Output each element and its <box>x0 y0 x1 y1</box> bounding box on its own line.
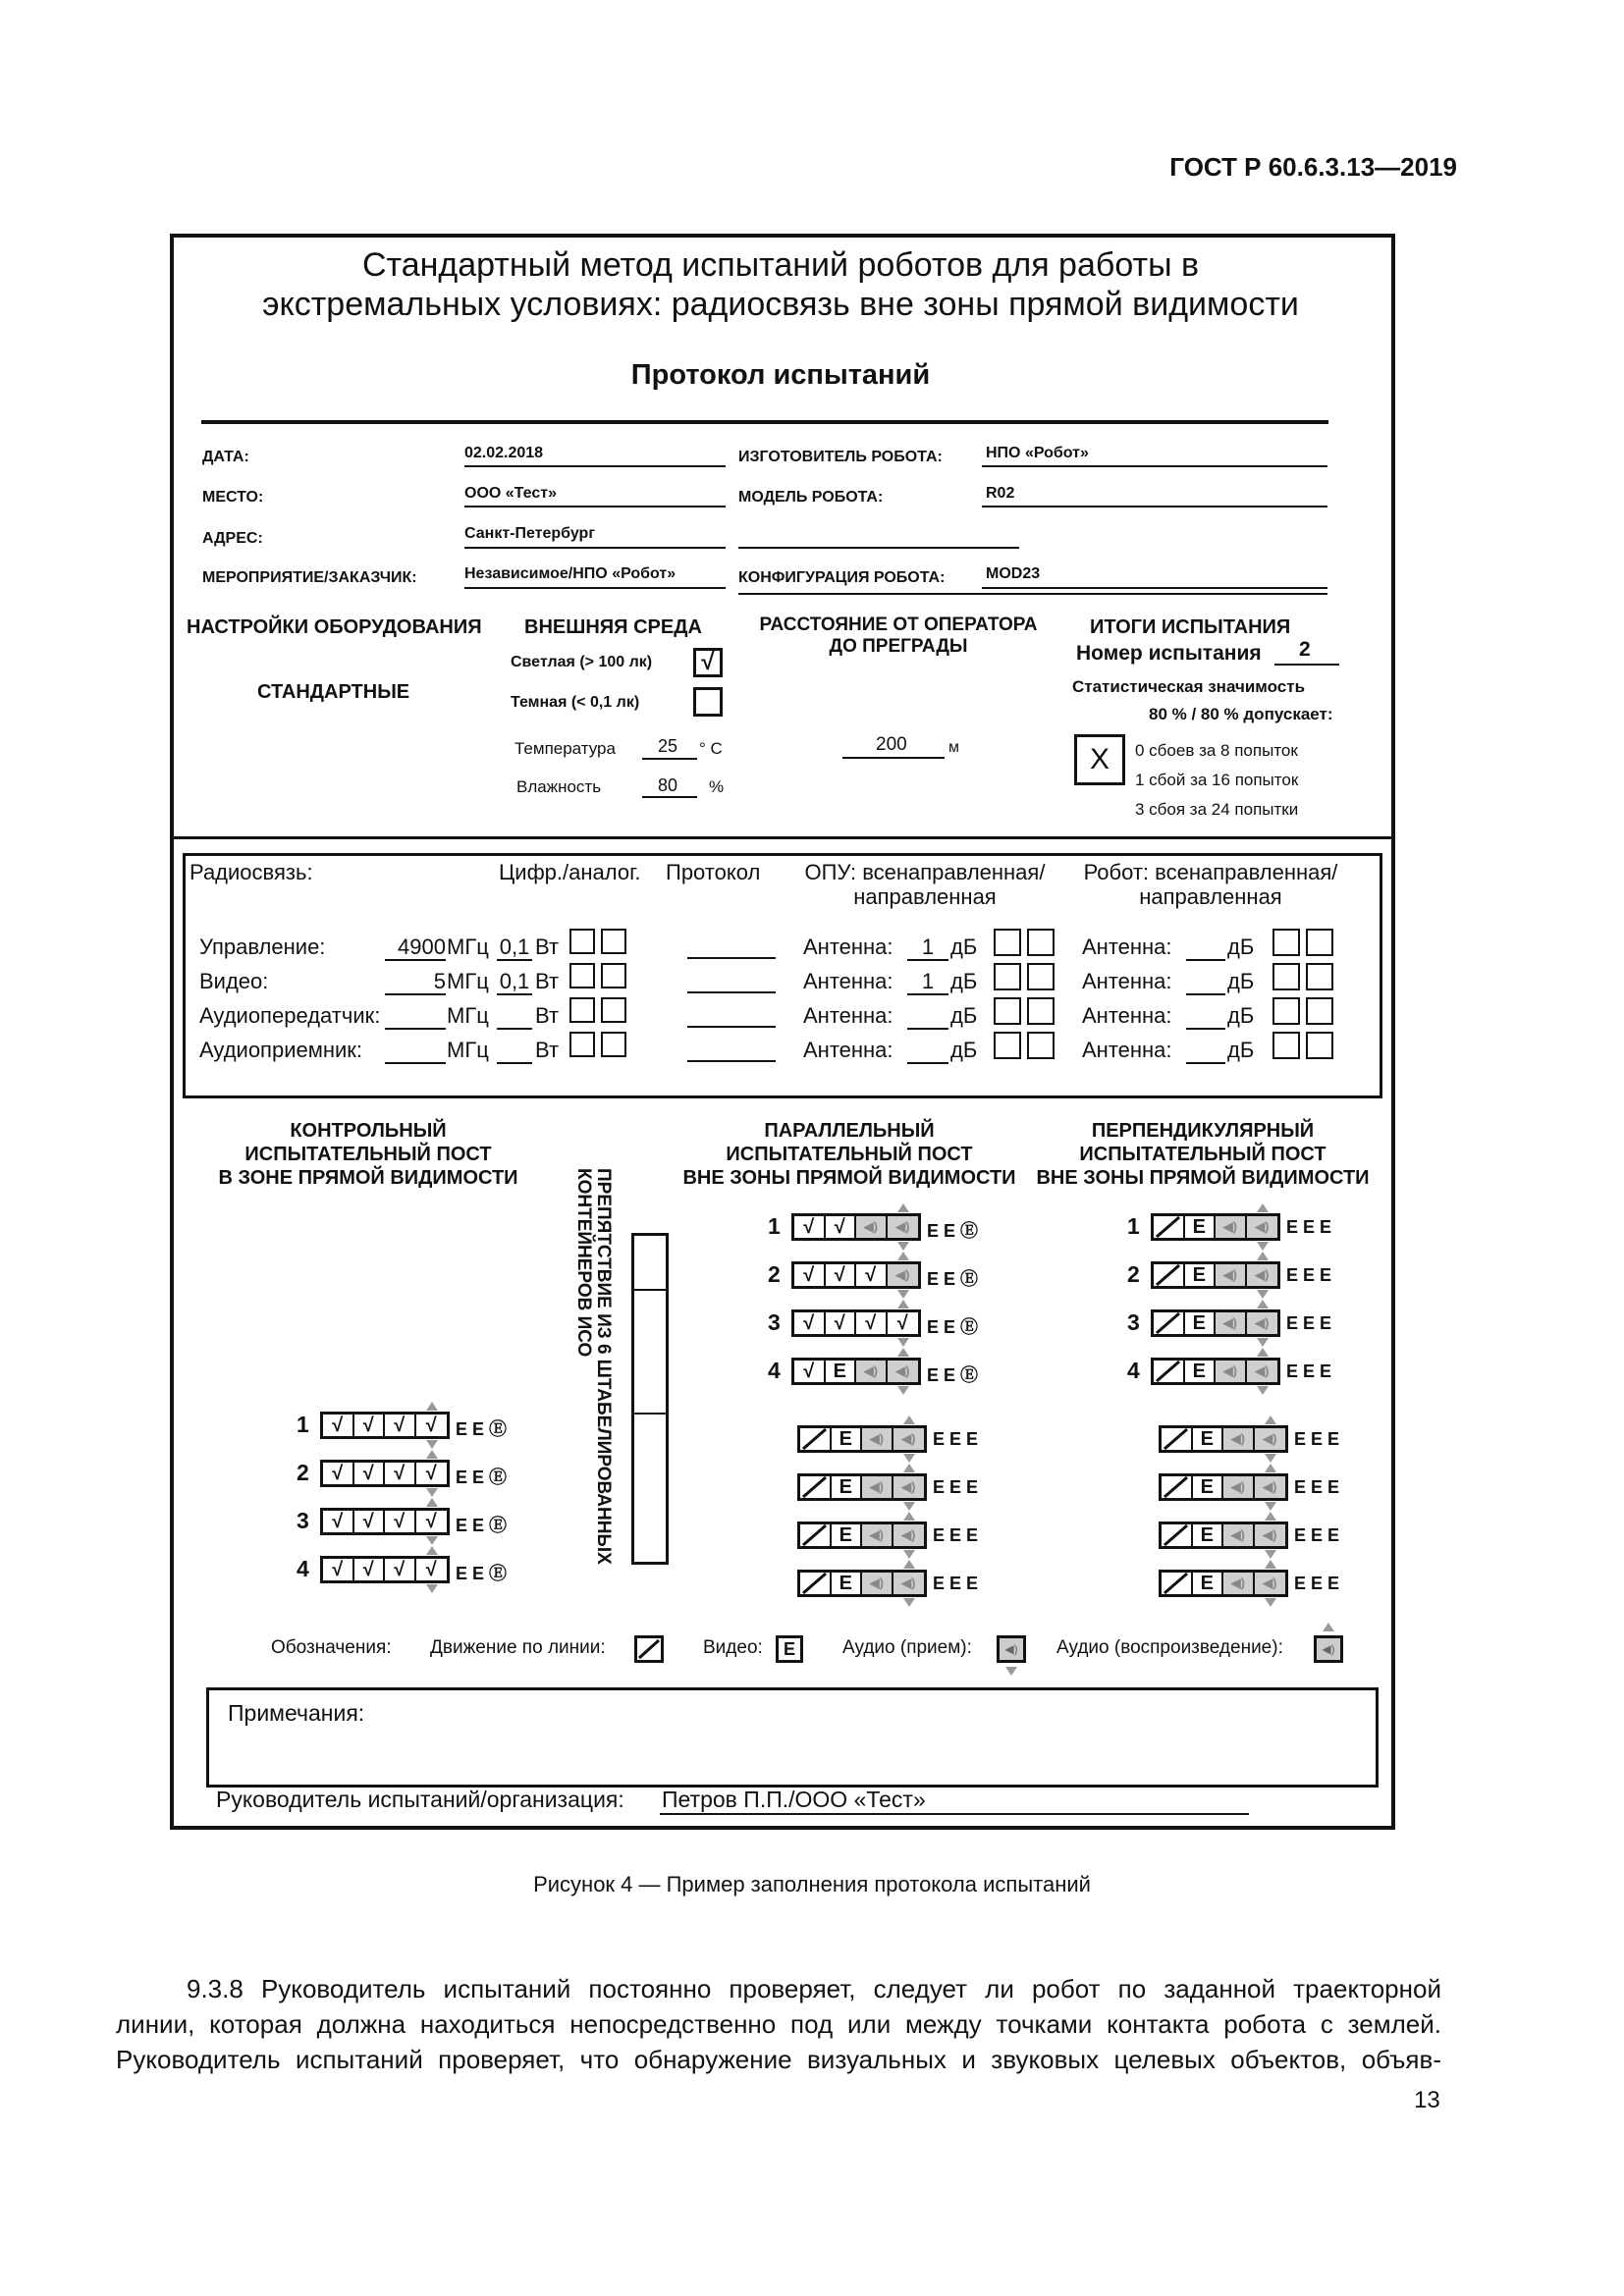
parallel-station-title: ПАРАЛЛЕЛЬНЫЙ ИСПЫТАТЕЛЬНЫЙ ПОСТ ВНЕ ЗОНЫ ПРЯМОЙ ВИДИМОСТИ <box>682 1120 1016 1189</box>
col-protocol: Протокол <box>666 860 761 884</box>
unit-mhz: МГц <box>447 1003 489 1028</box>
speaker-icon[interactable]: ◀) <box>1223 1476 1255 1498</box>
radio-mhz[interactable] <box>385 1003 446 1030</box>
antenna-label: Антенна: <box>1082 934 1172 959</box>
event-label: МЕРОПРИЯТИЕ/ЗАКАЗЧИК: <box>202 569 417 586</box>
antenna-robot-db[interactable] <box>1186 1003 1225 1030</box>
speaker-icon[interactable]: ◀) <box>862 1573 893 1594</box>
antenna-robot-db[interactable] <box>1186 1038 1225 1064</box>
check-cell[interactable]: √ <box>354 1415 386 1436</box>
perp-row[interactable] <box>1151 1213 1280 1241</box>
perp-blank-row[interactable] <box>1159 1473 1288 1501</box>
result-marks: Е Е Е <box>933 1525 979 1545</box>
antenna-label: Антенна: <box>803 1003 893 1028</box>
parallel-row[interactable] <box>791 1309 921 1337</box>
col-robot: Робот: всенаправленная/ направленная <box>1083 860 1338 909</box>
parallel-blank-row[interactable] <box>797 1425 927 1453</box>
light-checkbox[interactable]: √ <box>693 648 723 677</box>
legend-line: Движение по линии: <box>430 1637 606 1658</box>
result-marks: Е Е Ⓔ <box>456 1564 508 1583</box>
result-marks: Е Е Ⓔ <box>456 1419 508 1439</box>
antenna-opu-db[interactable]: 1 <box>907 934 948 961</box>
speaker-icon[interactable]: ◀) <box>888 1361 918 1382</box>
video-cell[interactable]: E <box>1185 1216 1217 1238</box>
antenna-robot-db[interactable] <box>1186 969 1225 995</box>
perp-row[interactable] <box>1151 1358 1280 1385</box>
check-cell[interactable]: √ <box>323 1559 354 1580</box>
check-cell[interactable]: √ <box>794 1312 826 1334</box>
result-marks: Е Е Е <box>1286 1313 1332 1333</box>
temp-value[interactable]: 25 <box>658 736 678 756</box>
speaker-icon[interactable]: ◀) <box>856 1361 888 1382</box>
opu-dir-checkbox[interactable] <box>1027 1032 1055 1059</box>
robot-omni-checkbox[interactable] <box>1272 997 1300 1025</box>
radio-w[interactable] <box>497 1038 532 1064</box>
stat-line1: Статистическая значимость <box>1072 677 1306 696</box>
opu-dir-checkbox[interactable] <box>1027 997 1055 1025</box>
video-cell[interactable]: E <box>1193 1476 1224 1498</box>
trial-label: Номер испытания <box>1076 642 1262 665</box>
line-cell[interactable] <box>1154 1216 1185 1238</box>
col-digital: Цифр./аналог. <box>499 860 641 884</box>
radio-mhz[interactable] <box>385 1038 446 1064</box>
check-cell[interactable]: √ <box>354 1559 386 1580</box>
parallel-row[interactable] <box>791 1261 921 1289</box>
line-cell[interactable] <box>800 1524 832 1546</box>
radio-row-label: Управление: <box>199 934 326 959</box>
unit-mhz: МГц <box>447 969 489 993</box>
opu-dir-checkbox[interactable] <box>1027 929 1055 956</box>
stat-option-2: 1 сбой за 16 попыток <box>1135 771 1299 789</box>
temp-unit: ° С <box>699 739 723 758</box>
row-number: 1 <box>1127 1213 1140 1239</box>
row-number: 1 <box>768 1213 781 1239</box>
digital-checkbox[interactable] <box>569 929 595 954</box>
config-value[interactable]: MOD23 <box>986 565 1041 582</box>
distance-value[interactable]: 200 <box>876 734 907 755</box>
results-title: ИТОГИ ИСПЫТАНИЯ <box>1090 616 1291 638</box>
result-marks: Е Е Е <box>1294 1525 1340 1545</box>
opu-omni-checkbox[interactable] <box>994 997 1021 1025</box>
line-cell[interactable] <box>800 1573 832 1594</box>
unit-w: Вт <box>535 1003 560 1028</box>
radio-w[interactable]: 0,1 <box>497 969 532 995</box>
speaker-icon[interactable]: ◀) <box>1223 1573 1255 1594</box>
hum-label: Влажность <box>516 777 602 796</box>
legend-audio-play: Аудио (воспроизведение): <box>1056 1637 1283 1658</box>
stat-option-3: 3 сбоя за 24 попытки <box>1135 800 1299 819</box>
protocol-field[interactable] <box>687 991 776 993</box>
result-marks: Е Е Е <box>1286 1217 1332 1237</box>
antenna-robot-db[interactable] <box>1186 934 1225 961</box>
video-cell[interactable]: E <box>1193 1573 1224 1594</box>
check-cell[interactable]: √ <box>425 1415 437 1436</box>
speaker-icon[interactable]: ◀) <box>1247 1361 1277 1382</box>
check-cell[interactable]: √ <box>425 1511 437 1532</box>
video-cell[interactable]: E <box>832 1428 863 1450</box>
check-cell[interactable]: √ <box>856 1264 888 1286</box>
speaker-icon[interactable]: ◀) <box>1247 1312 1277 1334</box>
speaker-icon[interactable]: ◀) <box>862 1524 893 1546</box>
row-number: 3 <box>768 1309 781 1335</box>
digital-checkbox[interactable] <box>569 963 595 988</box>
radio-mhz[interactable]: 5 <box>385 969 446 995</box>
control-row[interactable] <box>320 1460 450 1487</box>
row-number: 1 <box>297 1412 309 1437</box>
video-cell[interactable]: E <box>832 1524 863 1546</box>
robot-dir-checkbox[interactable] <box>1306 963 1333 990</box>
check-cell[interactable]: √ <box>826 1216 857 1238</box>
unit-db: дБ <box>950 1003 978 1028</box>
video-cell[interactable]: E <box>826 1361 857 1382</box>
check-cell[interactable]: √ <box>794 1264 826 1286</box>
line-cell[interactable] <box>800 1476 832 1498</box>
equip-value: СТАНДАРТНЫЕ <box>257 681 410 703</box>
video-cell[interactable]: E <box>1185 1361 1217 1382</box>
perp-row[interactable] <box>1151 1309 1280 1337</box>
result-marks: Е Е Е <box>1286 1265 1332 1285</box>
maker-value[interactable]: НПО «Робот» <box>986 445 1089 461</box>
line-cell[interactable] <box>1154 1361 1185 1382</box>
dark-label: Темная (< 0,1 лк) <box>511 694 640 711</box>
line-cell[interactable] <box>1162 1428 1193 1450</box>
check-cell[interactable]: √ <box>354 1463 386 1484</box>
result-marks: Е Е Ⓔ <box>927 1365 979 1385</box>
perp-station-title: ПЕРПЕНДИКУЛЯРНЫЙ ИСПЫТАТЕЛЬНЫЙ ПОСТ ВНЕ ЗОНЫ ПРЯМОЙ ВИДИМОСТИ <box>1036 1120 1370 1189</box>
video-cell[interactable]: E <box>1193 1428 1224 1450</box>
perp-blank-row[interactable] <box>1159 1425 1288 1453</box>
radio-row-label: Аудиопередатчик: <box>199 1003 381 1028</box>
opu-omni-checkbox[interactable] <box>994 963 1021 990</box>
video-cell[interactable]: E <box>1193 1524 1224 1546</box>
perp-blank-row[interactable] <box>1159 1522 1288 1549</box>
antenna-opu-db[interactable]: 1 <box>907 969 948 995</box>
config-label: КОНФИГУРАЦИЯ РОБОТА: <box>738 569 946 586</box>
line-cell[interactable] <box>1162 1524 1193 1546</box>
legend-video: Видео: <box>703 1637 763 1658</box>
unit-db: дБ <box>1227 934 1255 959</box>
result-marks: Е Е Е <box>1294 1429 1340 1449</box>
result-marks: Е Е Ⓔ <box>927 1317 979 1337</box>
opu-omni-checkbox[interactable] <box>994 1032 1021 1059</box>
robot-omni-checkbox[interactable] <box>1272 929 1300 956</box>
result-marks: Е Е Е <box>1294 1477 1340 1497</box>
row-number: 3 <box>297 1508 309 1533</box>
unit-db: дБ <box>1227 1038 1255 1062</box>
robot-dir-checkbox[interactable] <box>1306 929 1333 956</box>
check-cell[interactable]: √ <box>826 1264 857 1286</box>
protocol-field[interactable] <box>687 957 776 959</box>
antenna-label: Антенна: <box>1082 969 1172 993</box>
unit-w: Вт <box>535 969 560 993</box>
speaker-icon[interactable]: ◀) <box>1255 1428 1285 1450</box>
speaker-icon[interactable]: ◀) <box>893 1476 924 1498</box>
row-number: 4 <box>768 1358 781 1383</box>
opu-omni-checkbox[interactable] <box>994 929 1021 956</box>
line-cell[interactable] <box>1154 1264 1185 1286</box>
figure-caption: Рисунок 4 — Пример заполнения протокола испытаний <box>533 1872 1091 1896</box>
parallel-blank-row[interactable] <box>797 1522 927 1549</box>
antenna-label: Антенна: <box>1082 1003 1172 1028</box>
radio-mhz[interactable]: 4900 <box>385 934 446 961</box>
stat-option-1: 0 сбоев за 8 попыток <box>1135 741 1298 760</box>
unit-db: дБ <box>950 934 978 959</box>
antenna-opu-db[interactable] <box>907 1003 948 1030</box>
perp-row[interactable] <box>1151 1261 1280 1289</box>
form-title: Стандартный метод испытаний роботов для работы в экстремальных условиях: радиосвязь вне зоны прямой видимости <box>262 246 1299 323</box>
radio-w[interactable]: 0,1 <box>497 934 532 961</box>
body-paragraph: 9.3.8 Руководитель испытаний постоянно проверяет, следует ли робот по заданной траекторной линии, которая должна находиться непосредственно под или между точками контакта робота с землей. Руководитель испытаний проверяет, что обнаружение визуальных и звуковых целевых объектов, объяв- <box>116 1974 1441 2074</box>
col-opu: ОПУ: всенаправленная/ направленная <box>804 860 1046 909</box>
line-cell[interactable] <box>800 1428 832 1450</box>
distance-title: РАССТОЯНИЕ ОТ ОПЕРАТОРА ДО ПРЕГРАДЫ <box>759 614 1038 657</box>
digital-checkbox[interactable] <box>569 997 595 1023</box>
slash-icon <box>634 1635 664 1663</box>
check-cell[interactable]: √ <box>856 1312 888 1334</box>
check-cell[interactable]: √ <box>323 1463 354 1484</box>
trial-value[interactable]: 2 <box>1299 638 1311 661</box>
parallel-row[interactable] <box>791 1213 921 1241</box>
robot-dir-checkbox[interactable] <box>1306 997 1333 1025</box>
protocol-field[interactable] <box>687 1060 776 1062</box>
speaker-icon[interactable]: ◀) <box>1216 1361 1247 1382</box>
video-cell[interactable]: E <box>1185 1312 1217 1334</box>
row-number: 2 <box>1127 1261 1140 1287</box>
supervisor-value[interactable]: Петров П.П./ООО «Тест» <box>662 1787 926 1812</box>
stat-line2: 80 % / 80 % допускает: <box>1149 705 1333 723</box>
radio-row-label: Видео: <box>199 969 269 993</box>
date-value[interactable]: 02.02.2018 <box>464 445 544 461</box>
title-rule <box>201 420 1328 424</box>
check-cell[interactable]: √ <box>425 1463 437 1484</box>
radio-row-label: Аудиоприемник: <box>199 1038 363 1062</box>
row-number: 4 <box>297 1556 309 1581</box>
speaker-icon[interactable]: ◀) <box>1255 1573 1285 1594</box>
place-value[interactable]: ООО «Тест» <box>464 485 557 502</box>
result-marks: Е Е Е <box>933 1574 979 1593</box>
date-label: ДАТА: <box>202 449 249 465</box>
result-marks: Е Е Е <box>1286 1362 1332 1381</box>
row-number: 2 <box>768 1261 781 1287</box>
check-cell[interactable]: √ <box>323 1511 354 1532</box>
equip-title: НАСТРОЙКИ ОБОРУДОВАНИЯ <box>187 616 482 638</box>
form-subtitle: Протокол испытаний <box>630 359 931 391</box>
distance-unit: м <box>948 739 959 756</box>
robot-omni-checkbox[interactable] <box>1272 1032 1300 1059</box>
check-cell[interactable]: √ <box>896 1312 908 1334</box>
hum-unit: % <box>709 777 725 796</box>
analog-checkbox[interactable] <box>601 929 626 954</box>
model-value[interactable]: R02 <box>986 485 1015 502</box>
obstacle-containers <box>631 1233 669 1565</box>
legend: Обозначения: <box>271 1637 392 1658</box>
radio-title: Радиосвязь: <box>189 860 313 884</box>
result-marks: Е Е Е <box>933 1429 979 1449</box>
speaker-icon[interactable]: ◀) <box>856 1216 888 1238</box>
speaker-icon[interactable]: ◀) <box>862 1476 893 1498</box>
robot-dir-checkbox[interactable] <box>1306 1032 1333 1059</box>
check-cell[interactable]: √ <box>385 1415 416 1436</box>
speaker-rx-icon: ◀) <box>997 1635 1026 1663</box>
protocol-field[interactable] <box>687 1026 776 1028</box>
perp-blank-row[interactable] <box>1159 1570 1288 1597</box>
unit-w: Вт <box>535 1038 560 1062</box>
supervisor-label: Руководитель испытаний/организация: <box>216 1787 624 1812</box>
light-label: Светлая (> 100 лк) <box>511 654 653 670</box>
video-cell[interactable]: E <box>832 1573 863 1594</box>
speaker-icon[interactable]: ◀) <box>888 1264 918 1286</box>
check-cell[interactable]: √ <box>794 1216 826 1238</box>
check-cell[interactable]: √ <box>425 1559 437 1580</box>
dark-checkbox[interactable] <box>693 687 723 717</box>
address-label: АДРЕС: <box>202 530 263 547</box>
unit-db: дБ <box>1227 969 1255 993</box>
speaker-icon[interactable]: ◀) <box>1255 1476 1285 1498</box>
speaker-icon[interactable]: ◀) <box>1216 1312 1247 1334</box>
analog-checkbox[interactable] <box>601 997 626 1023</box>
video-icon: E <box>776 1635 803 1663</box>
check-cell[interactable]: √ <box>354 1511 386 1532</box>
opu-dir-checkbox[interactable] <box>1027 963 1055 990</box>
speaker-icon[interactable]: ◀) <box>893 1573 924 1594</box>
page-number: 13 <box>1414 2087 1440 2113</box>
parallel-row[interactable] <box>791 1358 921 1385</box>
stat-checkbox[interactable]: X <box>1074 734 1125 785</box>
speaker-play-icon: ◀) <box>1314 1635 1343 1663</box>
control-row[interactable] <box>320 1508 450 1535</box>
analog-checkbox[interactable] <box>601 963 626 988</box>
unit-db: дБ <box>1227 1003 1255 1028</box>
analog-checkbox[interactable] <box>601 1032 626 1057</box>
speaker-icon[interactable]: ◀) <box>893 1428 924 1450</box>
line-cell[interactable] <box>1154 1312 1185 1334</box>
address-value[interactable]: Санкт-Петербург <box>464 525 595 542</box>
speaker-icon[interactable]: ◀) <box>1255 1524 1285 1546</box>
video-cell[interactable]: E <box>1185 1264 1217 1286</box>
antenna-label: Антенна: <box>803 1038 893 1062</box>
unit-mhz: МГц <box>447 1038 489 1062</box>
event-value[interactable]: Независимое/НПО «Робот» <box>464 565 677 582</box>
unit-w: Вт <box>535 934 560 959</box>
speaker-icon[interactable]: ◀) <box>1216 1216 1247 1238</box>
result-marks: Е Е Е <box>933 1477 979 1497</box>
antenna-opu-db[interactable] <box>907 1038 948 1064</box>
speaker-icon[interactable]: ◀) <box>1247 1216 1277 1238</box>
notes-label: Примечания: <box>228 1700 365 1726</box>
check-cell[interactable]: √ <box>385 1511 416 1532</box>
check-cell[interactable]: √ <box>385 1463 416 1484</box>
speaker-icon[interactable]: ◀) <box>893 1524 924 1546</box>
temp-label: Температура <box>514 739 616 758</box>
speaker-icon[interactable]: ◀) <box>1247 1264 1277 1286</box>
place-label: МЕСТО: <box>202 489 264 506</box>
speaker-icon[interactable]: ◀) <box>862 1428 893 1450</box>
result-marks: Е Е Ⓔ <box>927 1221 979 1241</box>
row-number: 3 <box>1127 1309 1140 1335</box>
parallel-blank-row[interactable] <box>797 1473 927 1501</box>
unit-db: дБ <box>950 1038 978 1062</box>
result-marks: Е Е Ⓔ <box>456 1468 508 1487</box>
env-title: ВНЕШНЯЯ СРЕДА <box>524 616 702 638</box>
check-cell[interactable]: √ <box>323 1415 354 1436</box>
antenna-label: Антенна: <box>803 934 893 959</box>
unit-mhz: МГц <box>447 934 489 959</box>
line-cell[interactable] <box>1162 1573 1193 1594</box>
row-number: 2 <box>297 1460 309 1485</box>
obstacle-label: ПРЕПЯТСТВИЕ ИЗ 6 ШТАБЕЛИРОВАННЫХ КОНТЕЙНЕРОВ ИСО <box>573 1168 614 1565</box>
digital-checkbox[interactable] <box>569 1032 595 1057</box>
robot-omni-checkbox[interactable] <box>1272 963 1300 990</box>
line-cell[interactable] <box>1162 1476 1193 1498</box>
control-station-title: КОНТРОЛЬНЫЙ ИСПЫТАТЕЛЬНЫЙ ПОСТ В ЗОНЕ ПРЯМОЙ ВИДИМОСТИ <box>218 1120 518 1189</box>
maker-label: ИЗГОТОВИТЕЛЬ РОБОТА: <box>738 449 943 465</box>
video-cell[interactable]: E <box>832 1476 863 1498</box>
check-cell[interactable]: √ <box>385 1559 416 1580</box>
parallel-blank-row[interactable] <box>797 1570 927 1597</box>
unit-db: дБ <box>950 969 978 993</box>
notes-box[interactable] <box>206 1687 1379 1788</box>
result-marks: Е Е Ⓔ <box>927 1269 979 1289</box>
radio-w[interactable] <box>497 1003 532 1030</box>
check-cell[interactable]: √ <box>794 1361 826 1382</box>
control-row[interactable] <box>320 1412 450 1439</box>
legend-audio-rx: Аудио (прием): <box>842 1637 972 1658</box>
antenna-label: Антенна: <box>1082 1038 1172 1062</box>
result-marks: Е Е Ⓔ <box>456 1516 508 1535</box>
row-number: 4 <box>1127 1358 1140 1383</box>
hum-value[interactable]: 80 <box>658 775 678 795</box>
model-label: МОДЕЛЬ РОБОТА: <box>738 489 884 506</box>
control-row[interactable] <box>320 1556 450 1583</box>
antenna-label: Антенна: <box>803 969 893 993</box>
speaker-icon[interactable]: ◀) <box>1216 1264 1247 1286</box>
speaker-icon[interactable]: ◀) <box>1223 1428 1255 1450</box>
check-cell[interactable]: √ <box>826 1312 857 1334</box>
result-marks: Е Е Е <box>1294 1574 1340 1593</box>
standard-number: ГОСТ Р 60.6.3.13—2019 <box>1169 152 1457 182</box>
speaker-icon[interactable]: ◀) <box>1223 1524 1255 1546</box>
speaker-icon[interactable]: ◀) <box>888 1216 918 1238</box>
